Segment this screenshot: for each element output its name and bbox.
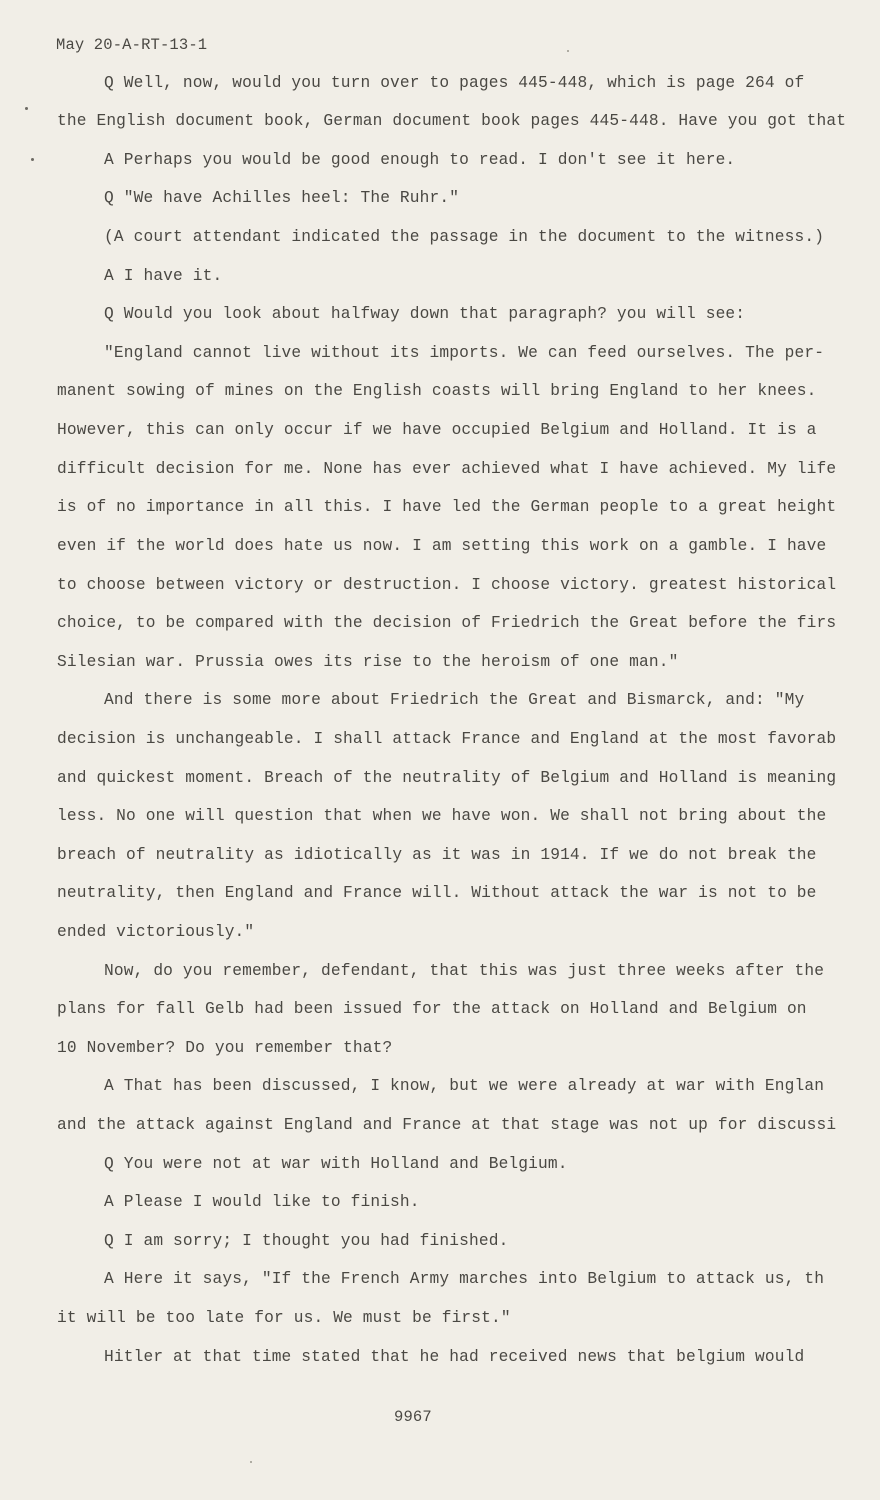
paper-speck bbox=[250, 1461, 252, 1463]
text-line: and quickest moment. Breach of the neutrality of Belgium and Holland is meaning bbox=[57, 769, 837, 787]
text-line: to choose between victory or destruction. I choose victory. greatest historical bbox=[57, 576, 837, 594]
page-header: May 20-A-RT-13-1 bbox=[56, 36, 208, 54]
text-line: less. No one will question that when we have won. We shall not bring about the bbox=[57, 807, 827, 825]
text-line: is of no importance in all this. I have led the German people to a great height bbox=[57, 498, 837, 516]
text-line: and the attack against England and France at that stage was not up for discussi bbox=[57, 1116, 837, 1134]
text-line: it will be too late for us. We must be first." bbox=[57, 1309, 511, 1327]
text-line: Silesian war. Prussia owes its rise to the heroism of one man." bbox=[57, 653, 679, 671]
text-line: A I have it. bbox=[104, 267, 223, 285]
text-line: A Please I would like to finish. bbox=[104, 1193, 420, 1211]
margin-mark bbox=[31, 158, 34, 161]
text-line: A Here it says, "If the French Army marches into Belgium to attack us, th bbox=[104, 1270, 825, 1288]
text-line: (A court attendant indicated the passage in the document to the witness.) bbox=[104, 228, 825, 246]
text-line: manent sowing of mines on the English coasts will bring England to her knees. bbox=[57, 382, 817, 400]
text-line: Q Well, now, would you turn over to pages 445-448, which is page 264 of bbox=[104, 74, 805, 92]
text-line: choice, to be compared with the decision of Friedrich the Great before the firs bbox=[57, 614, 837, 632]
text-line: "England cannot live without its imports. We can feed ourselves. The per- bbox=[104, 344, 825, 362]
text-line: decision is unchangeable. I shall attack France and England at the most favorab bbox=[57, 730, 837, 748]
text-line: plans for fall Gelb had been issued for the attack on Holland and Belgium on bbox=[57, 1000, 807, 1018]
text-line: A That has been discussed, I know, but we were already at war with Englan bbox=[104, 1077, 825, 1095]
text-line: neutrality, then England and France will. Without attack the war is not to be bbox=[57, 884, 817, 902]
text-line: Now, do you remember, defendant, that this was just three weeks after the bbox=[104, 962, 825, 980]
paper-speck bbox=[567, 50, 569, 52]
text-line: However, this can only occur if we have occupied Belgium and Holland. It is a bbox=[57, 421, 817, 439]
page-number: 9967 bbox=[394, 1408, 432, 1426]
margin-mark bbox=[25, 107, 28, 110]
text-line: Q I am sorry; I thought you had finished. bbox=[104, 1232, 509, 1250]
text-line: difficult decision for me. None has ever achieved what I have achieved. My life bbox=[57, 460, 837, 478]
text-line: Q Would you look about halfway down that paragraph? you will see: bbox=[104, 305, 746, 323]
text-line: Q You were not at war with Holland and Belgium. bbox=[104, 1155, 568, 1173]
text-line: the English document book, German document book pages 445-448. Have you got that bbox=[57, 112, 847, 130]
text-line: even if the world does hate us now. I am setting this work on a gamble. I have bbox=[57, 537, 827, 555]
text-line: 10 November? Do you remember that? bbox=[57, 1039, 393, 1057]
text-line: A Perhaps you would be good enough to read. I don't see it here. bbox=[104, 151, 736, 169]
text-line: And there is some more about Friedrich the Great and Bismarck, and: "My bbox=[104, 691, 805, 709]
text-line: breach of neutrality as idiotically as it was in 1914. If we do not break the bbox=[57, 846, 817, 864]
text-line: Q "We have Achilles heel: The Ruhr." bbox=[104, 189, 460, 207]
text-line: Hitler at that time stated that he had received news that belgium would bbox=[104, 1348, 805, 1366]
text-line: ended victoriously." bbox=[57, 923, 255, 941]
